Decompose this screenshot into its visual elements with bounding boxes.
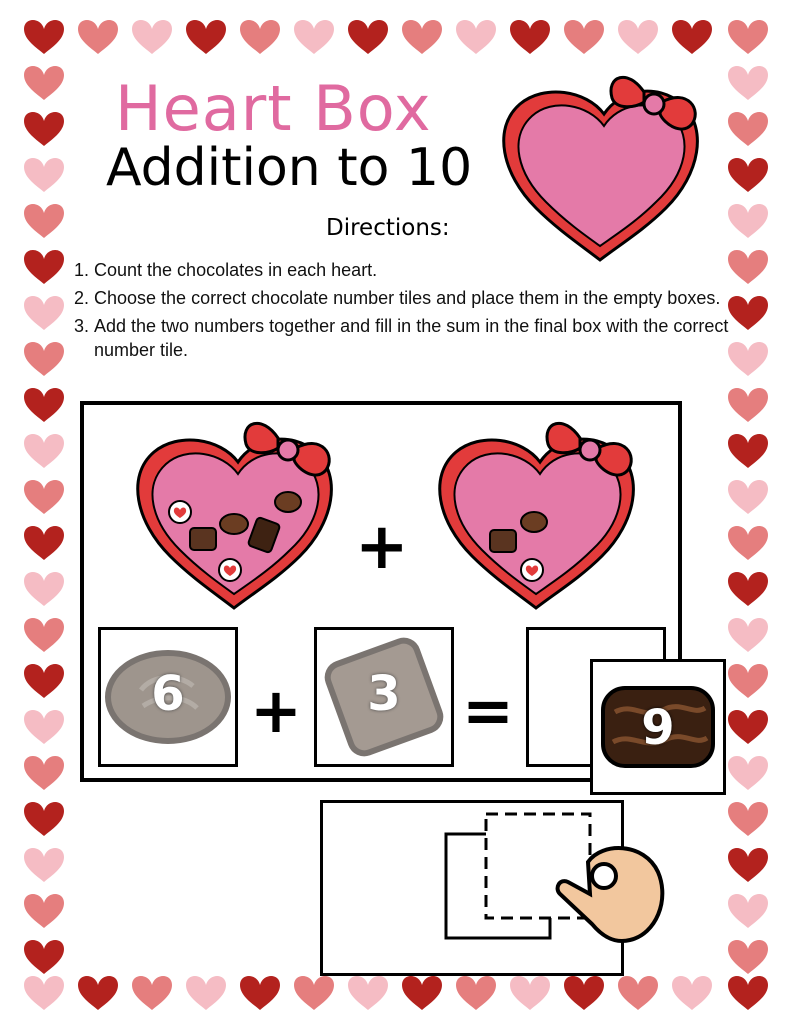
border-heart-icon [728, 664, 768, 698]
border-heart-icon [728, 848, 768, 882]
hand-pointer-icon [552, 832, 672, 952]
equals-sign: = [462, 674, 514, 747]
border-heart-icon [24, 894, 64, 928]
border-heart-icon [24, 664, 64, 698]
heart-box-three-chocolates [436, 408, 654, 614]
answer-box-addend-2[interactable] [314, 627, 454, 767]
tile-number-sum: 9 [641, 700, 675, 756]
border-heart-icon [728, 66, 768, 100]
border-heart-icon [24, 848, 64, 882]
border-heart-icon [186, 976, 226, 1010]
border-heart-icon [728, 112, 768, 146]
border-heart-icon [24, 976, 64, 1010]
border-heart-icon [728, 894, 768, 928]
chocolate-number-tile-sum[interactable] [590, 659, 726, 795]
border-heart-icon [728, 388, 768, 422]
border-heart-icon [728, 802, 768, 836]
border-heart-icon [294, 20, 334, 54]
border-heart-icon [728, 526, 768, 560]
border-heart-icon [402, 976, 442, 1010]
border-heart-icon [24, 756, 64, 790]
border-heart-icon [510, 976, 550, 1010]
heart-box-illustration [496, 62, 708, 264]
tile-number-addend-1: 6 [151, 666, 185, 722]
border-heart-icon [186, 20, 226, 54]
border-heart-icon [24, 388, 64, 422]
border-heart-icon [24, 112, 64, 146]
tile-number-addend-2: 3 [367, 666, 401, 722]
direction-step: 1. Count the chocolates in each heart. [94, 258, 744, 282]
border-heart-icon [728, 976, 768, 1010]
border-heart-icon [240, 20, 280, 54]
plus-sign-top: + [355, 510, 409, 584]
border-heart-icon [456, 20, 496, 54]
border-heart-icon [24, 296, 64, 330]
direction-step: 2. Choose the correct chocolate number tiles and place them in the empty boxes. [94, 286, 744, 310]
border-heart-icon [78, 976, 118, 1010]
border-heart-icon [24, 526, 64, 560]
border-heart-icon [564, 976, 604, 1010]
border-heart-icon [24, 940, 64, 974]
border-heart-icon [24, 20, 64, 54]
border-heart-icon [728, 204, 768, 238]
border-heart-icon [510, 20, 550, 54]
directions-heading: Directions: [326, 215, 450, 241]
border-heart-icon [240, 976, 280, 1010]
border-heart-icon [24, 204, 64, 238]
border-heart-icon [564, 20, 604, 54]
border-heart-icon [728, 756, 768, 790]
border-heart-icon [728, 158, 768, 192]
border-heart-icon [132, 20, 172, 54]
directions-list [76, 258, 744, 366]
direction-step: 3. Add the two numbers together and fill in the sum in the final box with the correct number tile. [94, 314, 744, 362]
border-heart-icon [728, 618, 768, 652]
border-heart-icon [728, 480, 768, 514]
border-heart-icon [728, 572, 768, 606]
border-heart-icon [728, 20, 768, 54]
border-heart-icon [728, 434, 768, 468]
border-heart-icon [24, 480, 64, 514]
border-heart-icon [24, 66, 64, 100]
border-heart-icon [618, 20, 658, 54]
border-heart-icon [672, 976, 712, 1010]
border-heart-icon [24, 158, 64, 192]
border-heart-icon [24, 802, 64, 836]
border-heart-icon [24, 434, 64, 468]
border-heart-icon [728, 710, 768, 744]
border-heart-icon [348, 20, 388, 54]
border-heart-icon [456, 976, 496, 1010]
border-heart-icon [348, 976, 388, 1010]
plus-sign-equation: + [250, 674, 302, 747]
border-heart-icon [24, 572, 64, 606]
border-heart-icon [672, 20, 712, 54]
border-heart-icon [78, 20, 118, 54]
border-heart-icon [618, 976, 658, 1010]
border-heart-icon [24, 618, 64, 652]
border-heart-icon [24, 710, 64, 744]
border-heart-icon [132, 976, 172, 1010]
border-heart-icon [24, 342, 64, 376]
border-heart-icon [294, 976, 334, 1010]
answer-box-addend-1[interactable] [98, 627, 238, 767]
page-title-line2: Addition to 10 [106, 138, 473, 198]
border-heart-icon [728, 940, 768, 974]
border-heart-icon [402, 20, 442, 54]
page-title-line1: Heart Box [115, 72, 432, 145]
heart-box-six-chocolates [134, 408, 352, 614]
border-heart-icon [24, 250, 64, 284]
